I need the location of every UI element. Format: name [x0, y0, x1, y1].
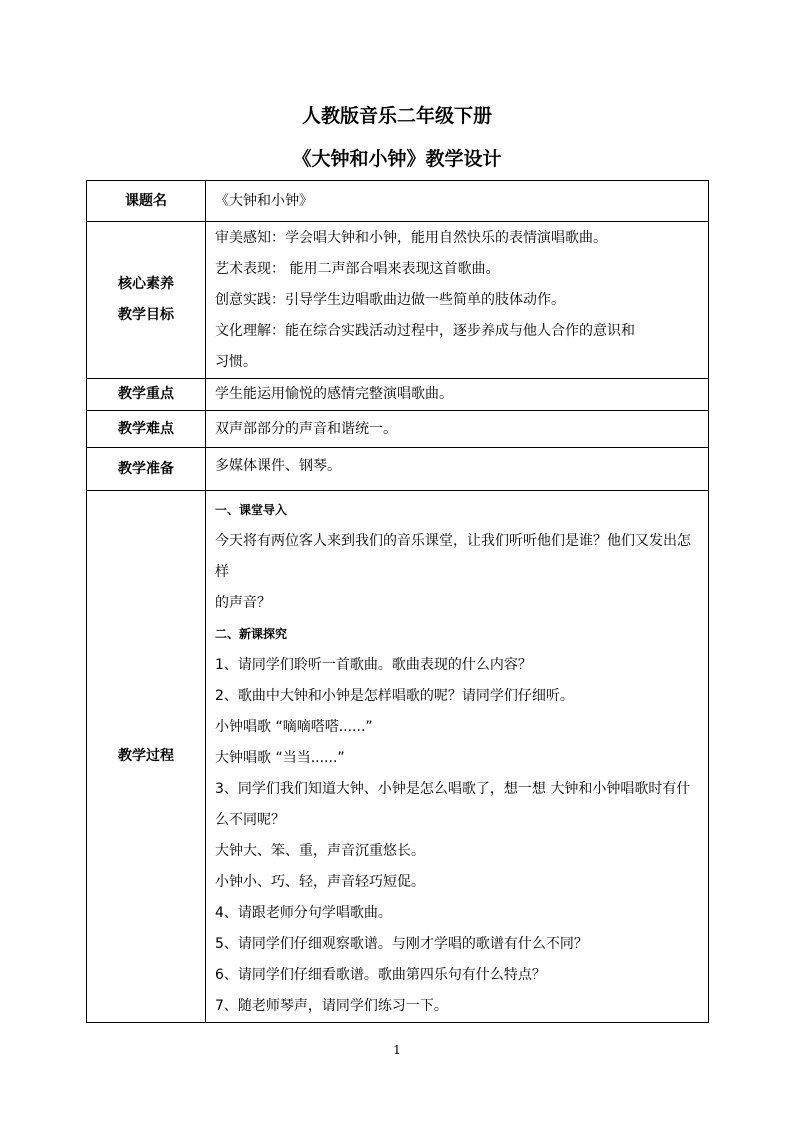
goal-line: 创意实践：引导学生边唱歌曲边做一些简单的肢体动作。 — [215, 291, 565, 308]
goals-label-line2: 教学目标 — [118, 307, 174, 323]
process-line: 大钟大、笨、重，声音沉重悠长。 — [215, 843, 425, 859]
process-label: 教学过程 — [87, 491, 206, 1023]
process-line: 4、请跟老师分句学唱歌曲。 — [215, 905, 392, 921]
process-line: 的声音？ — [215, 595, 271, 611]
preparation-label: 教学准备 — [87, 448, 206, 491]
goal-line: 审美感知：学会唱大钟和小钟，能用自然快乐的表情演唱歌曲。 — [215, 229, 607, 246]
section-heading: 一、课堂导入 — [215, 503, 288, 517]
goal-line: 艺术表现： 能用二声部合唱来表现这首歌曲。 — [215, 260, 500, 277]
table-row-difficulties — [87, 411, 709, 448]
goal-line: 习惯。 — [215, 353, 257, 370]
process-line: 小钟唱歌 “嘀嘀嗒嗒......” — [215, 719, 373, 735]
topic-label: 课题名 — [87, 181, 206, 222]
goals-label — [87, 222, 206, 379]
difficulties-label: 教学难点 — [87, 411, 206, 448]
process-line: 大钟唱歌 “当当......” — [215, 750, 345, 766]
key-points-value: 学生能运用愉悦的感情完整演唱歌曲。 — [206, 379, 709, 411]
lesson-plan-table — [86, 180, 709, 1023]
table-row-topic — [87, 181, 709, 222]
process-line: 5、请同学们仔细观察歌谱。与刚才学唱的歌谱有什么不同？ — [215, 936, 588, 952]
key-points-label: 教学重点 — [87, 379, 206, 411]
topic-value: 《大钟和小钟》 — [206, 181, 709, 222]
process-line: 6、请同学们仔细看歌谱。歌曲第四乐句有什么特点？ — [215, 967, 546, 983]
process-line: 么不同呢？ — [215, 812, 285, 828]
goals-value — [206, 222, 709, 379]
goal-line: 文化理解：能在综合实践活动过程中，逐步养成与他人合作的意识和 — [215, 322, 635, 339]
process-value — [206, 491, 709, 1023]
document-title: 人教版音乐二年级下册 — [301, 105, 492, 127]
page-number: 1 — [393, 1043, 401, 1057]
table-row-key-points — [87, 379, 709, 411]
difficulties-value: 双声部部分的声音和谐统一。 — [206, 411, 709, 448]
table-row-process — [87, 491, 709, 1023]
process-line: 7、随老师琴声，请同学们练习一下。 — [215, 998, 448, 1014]
process-line: 3、同学们我们知道大钟、小钟是怎么唱歌了，想一想 大钟和小钟唱歌时有什 — [215, 781, 691, 797]
table-row-preparation — [87, 448, 709, 491]
goals-label-line1: 核心素养 — [118, 276, 174, 292]
process-line: 小钟小、巧、轻，声音轻巧短促。 — [215, 874, 425, 890]
process-line: 2、歌曲中大钟和小钟是怎样唱歌的呢？请同学们仔细听。 — [215, 688, 574, 704]
preparation-value: 多媒体课件、钢琴。 — [206, 448, 709, 491]
process-line: 今天将有两位客人来到我们的音乐课堂，让我们听听他们是谁？他们又发出怎样 — [215, 533, 691, 580]
table-row-goals — [87, 222, 709, 379]
document-subtitle: 《大钟和小钟》教学设计 — [292, 148, 502, 170]
section-heading: 二、新课探究 — [215, 627, 288, 641]
process-line: 1、请同学们聆听一首歌曲。歌曲表现的什么内容？ — [215, 657, 532, 673]
